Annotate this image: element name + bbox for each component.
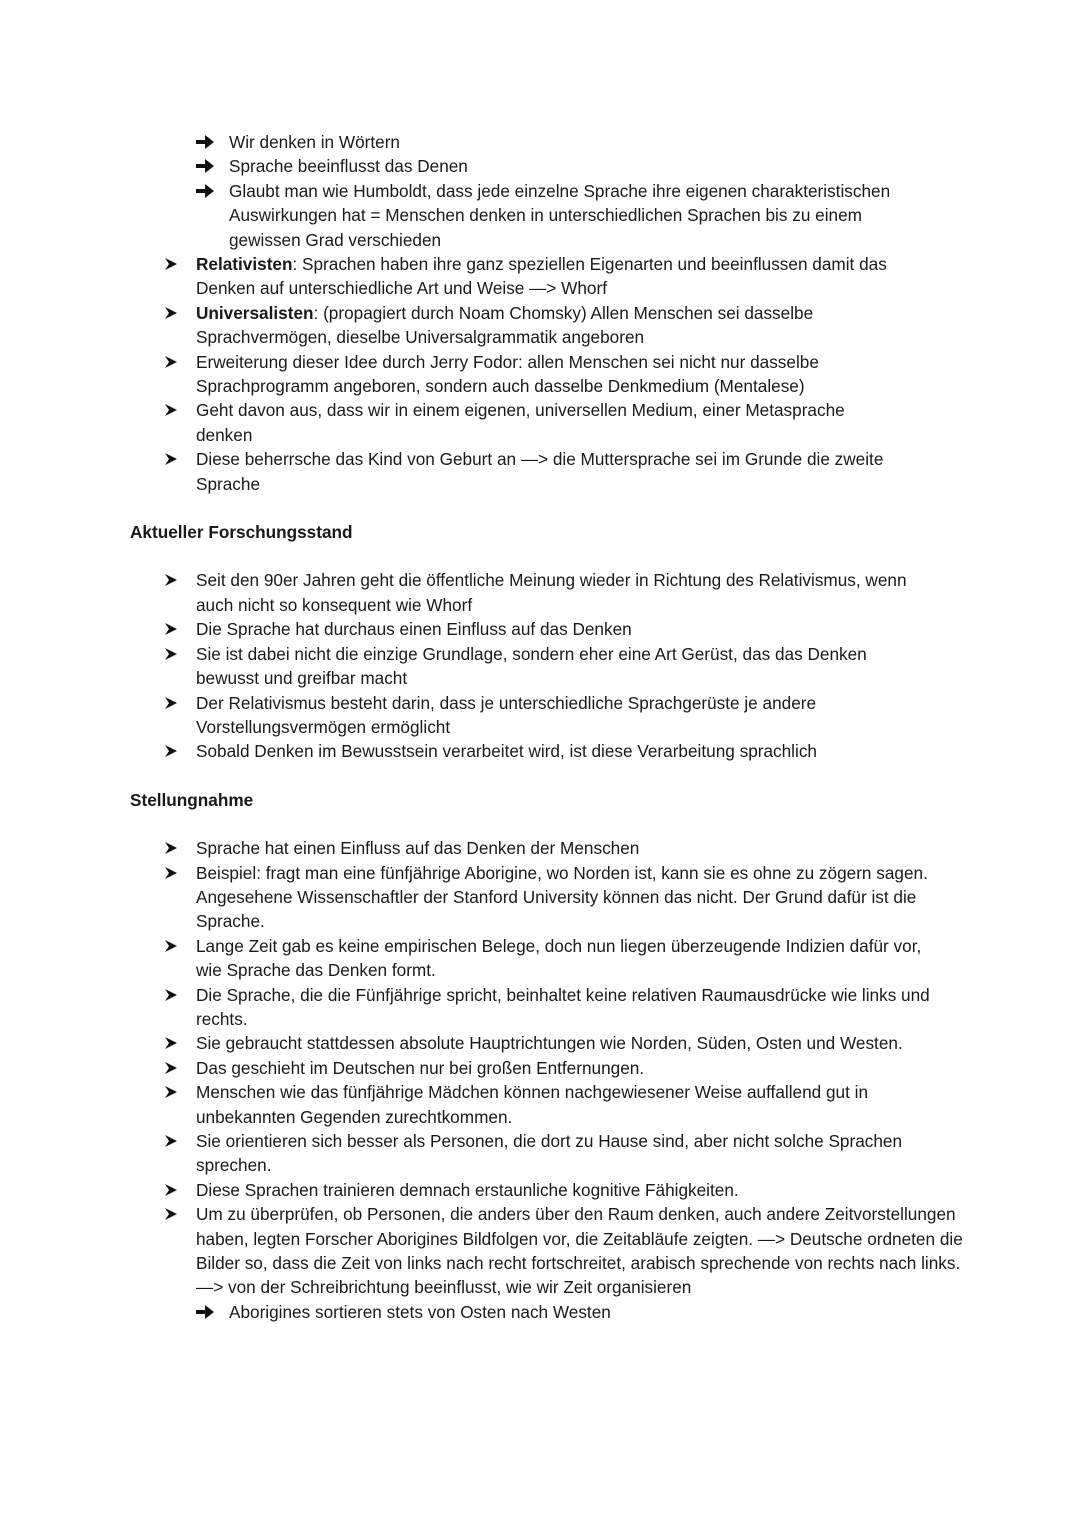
arrowhead-bullet-icon: [164, 617, 184, 636]
arrowhead-bullet-icon: [164, 836, 184, 855]
bullet-list: [0, 836, 1080, 1324]
term-universalisten: Universalisten: [196, 302, 314, 323]
list-item: Diese Sprachen trainieren demnach erstaunliche kognitive Fähigkeiten.: [0, 1178, 952, 1202]
list-item: Glaubt man wie Humboldt, dass jede einzelne Sprache ihre eigenen charakteristischen Auswirkungen hat = Menschen denken in unterschiedlichen Sprachen bis zu einem gewissen Grad verschieden: [0, 179, 930, 252]
arrowhead-bullet-icon: [164, 1080, 184, 1099]
arrowhead-bullet-icon: [164, 1031, 184, 1050]
bullet-list: [0, 252, 1080, 496]
arrowhead-bullet-icon: [164, 447, 184, 466]
document-page: [0, 130, 1080, 1324]
right-arrow-icon: [196, 154, 218, 173]
arrowhead-bullet-icon: [164, 691, 184, 710]
arrowhead-bullet-icon: [164, 1178, 184, 1197]
list-item: Erweiterung dieser Idee durch Jerry Fodor: allen Menschen sei nicht nur dasselbe Sprachprogramm angeboren, sondern auch dasselbe Denkmedium (Mentalese): [0, 350, 880, 399]
list-item: Sprache hat einen Einfluss auf das Denken der Menschen: [0, 836, 952, 860]
arrowhead-bullet-icon: [164, 568, 184, 587]
arrowhead-bullet-icon: [164, 642, 184, 661]
right-arrow-icon: [196, 179, 218, 198]
list-item: Sie gebraucht stattdessen absolute Hauptrichtungen wie Norden, Süden, Osten und Westen.: [0, 1031, 1010, 1055]
arrowhead-bullet-icon: [164, 934, 184, 953]
arrowhead-bullet-icon: [164, 1129, 184, 1148]
list-item: Universalisten: (propagiert durch Noam Chomsky) Allen Menschen sei dasselbe Sprachvermögen, dieselbe Universalgrammatik angeboren: [0, 301, 880, 350]
arrowhead-bullet-icon: [164, 301, 184, 320]
arrowhead-bullet-icon: [164, 1202, 184, 1221]
section-heading: Aktueller Forschungsstand: [130, 522, 353, 543]
list-item: Geht davon aus, dass wir in einem eigenen, universellen Medium, einer Metasprache denken: [0, 398, 900, 447]
arrow-list: [0, 130, 1080, 252]
right-arrow-icon: [196, 1300, 218, 1319]
arrowhead-bullet-icon: [164, 398, 184, 417]
list-item: Die Sprache, die die Fünfjährige spricht, beinhaltet keine relativen Raumausdrücke wie links und rechts.: [0, 983, 960, 1032]
list-item: Aborigines sortieren stets von Osten nach Westen: [0, 1300, 952, 1324]
list-item: Menschen wie das fünfjährige Mädchen können nachgewiesener Weise auffallend gut in unbekannten Gegenden zurechtkommen.: [0, 1080, 930, 1129]
list-item: Sprache beeinflusst das Denen: [0, 154, 952, 178]
arrowhead-bullet-icon: [164, 1056, 184, 1075]
bullet-list: [0, 568, 1080, 763]
list-item: Wir denken in Wörtern: [0, 130, 952, 154]
arrowhead-bullet-icon: [164, 252, 184, 271]
section-heading: Stellungnahme: [130, 789, 254, 810]
list-item: Sie orientieren sich besser als Personen, die dort zu Hause sind, aber nicht solche Sprachen sprechen.: [0, 1129, 950, 1178]
arrowhead-bullet-icon: [164, 861, 184, 880]
list-item: Die Sprache hat durchaus einen Einfluss auf das Denken: [0, 617, 952, 641]
list-item: Diese beherrsche das Kind von Geburt an —> die Muttersprache sei im Grunde die zweite Sprache: [0, 447, 940, 496]
arrowhead-bullet-icon: [164, 983, 184, 1002]
list-item: Um zu überprüfen, ob Personen, die anders über den Raum denken, auch andere Zeitvorstellungen haben, legten Forscher Aborigines Bildfolgen vor, die Zeitabläufe zeigten. —> Deutsche ordneten die Bilder so, dass die Zeit von links nach recht fortschreitet, arabisch sprechende von rechts nach links. —> von der Schreibrichtung beeinflusst, wie wir Zeit organisieren: [0, 1202, 965, 1300]
term-relativisten: Relativisten: [196, 254, 293, 275]
arrowhead-bullet-icon: [164, 739, 184, 758]
list-item: Sie ist dabei nicht die einzige Grundlage, sondern eher eine Art Gerüst, das das Denken bewusst und greifbar macht: [0, 642, 910, 691]
list-item: Seit den 90er Jahren geht die öffentliche Meinung wieder in Richtung des Relativismus, wenn auch nicht so konsequent wie Whorf: [0, 568, 920, 617]
right-arrow-icon: [196, 130, 218, 149]
arrowhead-bullet-icon: [164, 350, 184, 369]
list-item: Beispiel: fragt man eine fünfjährige Aborigine, wo Norden ist, kann sie es ohne zu zögern sagen. Angesehene Wissenschaftler der Stanford University können das nicht. Der Grund dafür ist die Sprache.: [0, 861, 930, 934]
list-item: Der Relativismus besteht darin, dass je unterschiedliche Sprachgerüste je andere Vorstellungsvermögen ermöglicht: [0, 691, 860, 740]
list-item: Sobald Denken im Bewusstsein verarbeitet wird, ist diese Verarbeitung sprachlich: [0, 739, 952, 763]
list-item: Relativisten: Sprachen haben ihre ganz speziellen Eigenarten und beeinflussen damit das Denken auf unterschiedliche Art und Weise —> Whorf: [0, 252, 930, 301]
list-item: Lange Zeit gab es keine empirischen Belege, doch nun liegen überzeugende Indizien dafür vor, wie Sprache das Denken formt.: [0, 934, 940, 983]
list-item: Das geschieht im Deutschen nur bei großen Entfernungen.: [0, 1056, 952, 1080]
